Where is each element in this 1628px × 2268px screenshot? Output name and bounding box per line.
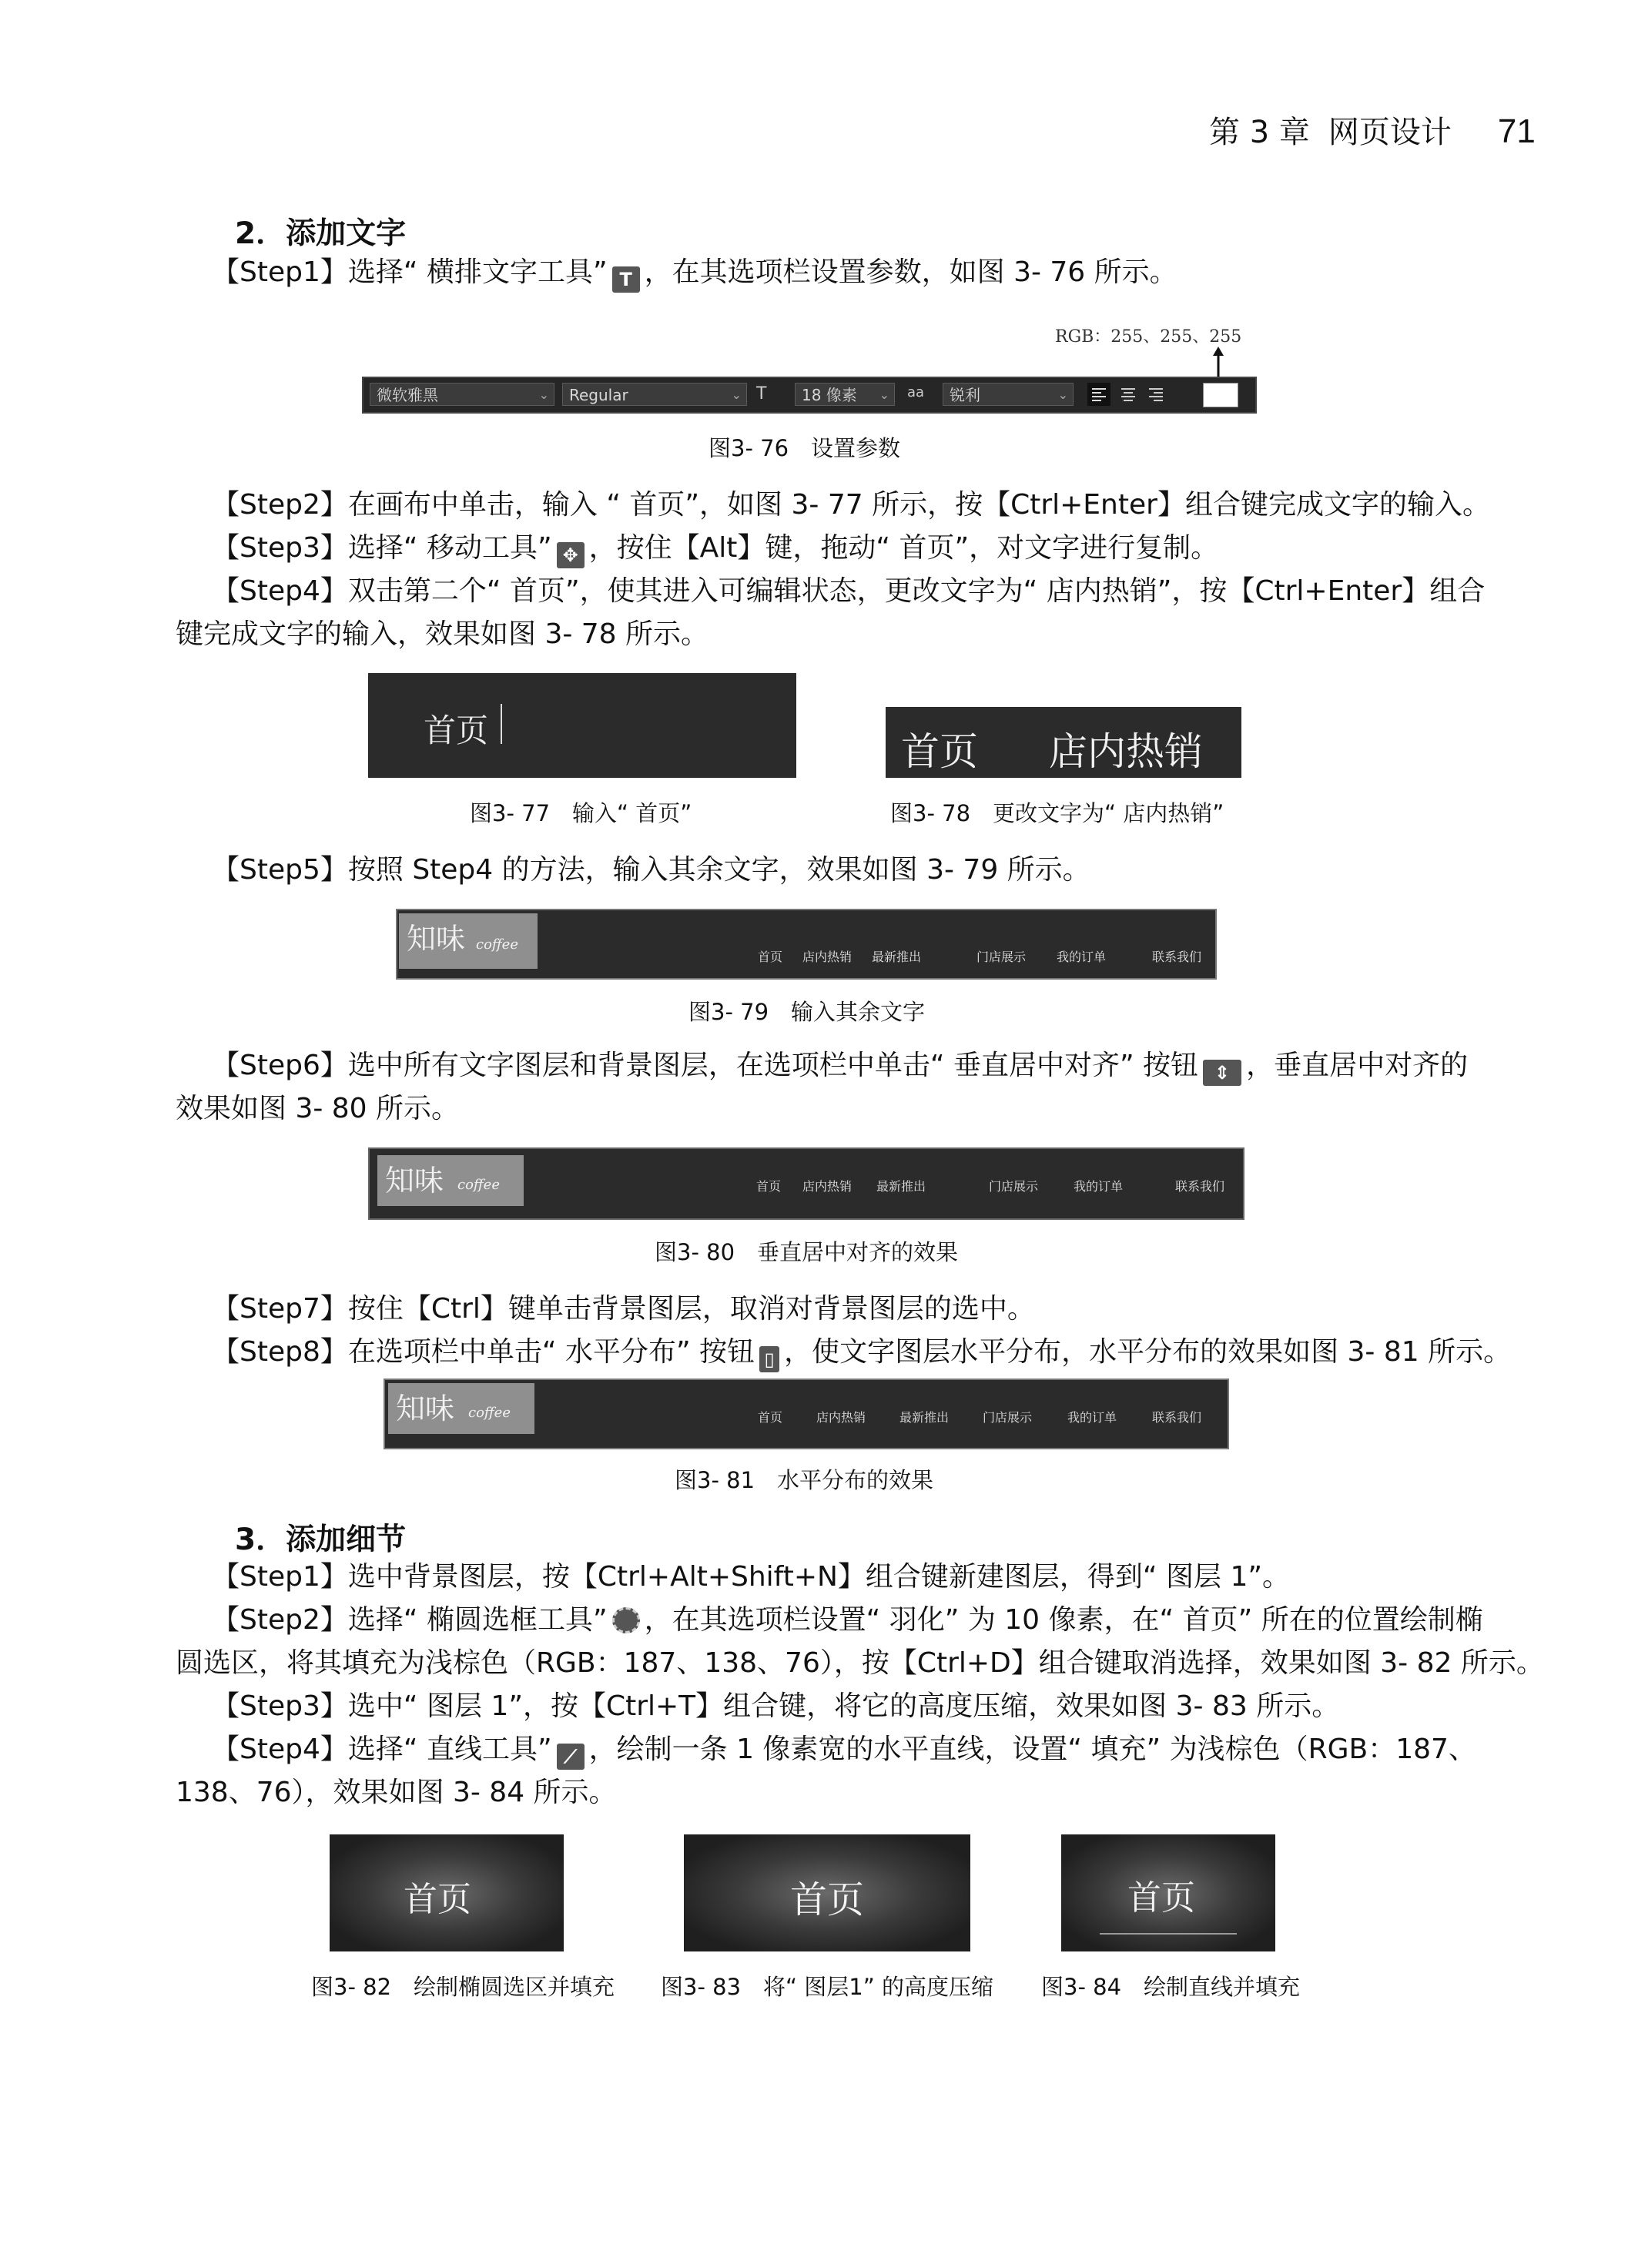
s3-step3-para: 【Step3】选中“ 图层 1”，按【Ctrl+T】组合键，将它的高度压缩，效果如图 3- 83 所示。 [212,1690,1340,1722]
nav-item: 首页 [756,1179,782,1194]
step1-rest: ，在其选项栏设置参数，如图 3- 76 所示。 [644,256,1177,288]
s3-step4-line1: 【Step4】选择“ 直线工具” ⟋ ，绘制一条 1 像素宽的水平直线，设置“ 填充” 为浅棕色（RGB：187、 [212,1728,1476,1771]
logo [399,913,538,969]
nav-item: 联系我们 [1175,1179,1225,1194]
s3-step2-line2: 圆选区，将其填充为浅棕色（RGB：187、138、76），按【Ctrl+D】组合键取消选择，效果如图 3- 82 所示。 [176,1647,1544,1679]
page-header [1209,108,1536,152]
s3-step2-line1: 【Step2】选择“ 椭圆选框工具” ，在其选项栏设置“ 羽化” 为 10 像素，在“ 首页” 所在的位置绘制椭 [212,1604,1483,1636]
chevron-down-icon: ⌄ [1057,387,1068,402]
figure-80 [368,1147,1244,1220]
caption-fig82: 图3- 82 绘制椭圆选区并填充 [311,1974,615,2000]
font-family-select[interactable]: 微软雅黑 ⌄ [370,383,554,406]
caption-fig79: 图3- 79 输入其余文字 [688,999,926,1025]
align-right-button[interactable] [1144,383,1167,406]
nav-item: 最新推出 [876,1179,926,1194]
font-size-icon: T [756,384,767,404]
step7-para: 【Step7】按住【Ctrl】键单击背景图层，取消对背景图层的选中。 [212,1293,1035,1325]
figure-84 [1061,1834,1275,1951]
nav-item: 我的订单 [1067,1410,1117,1425]
nav-item: 联系我们 [1152,1410,1202,1425]
nav-item: 首页 [758,950,783,964]
fig78-text-a: 首页 [901,729,978,774]
logo-zh: 知味 [396,1392,455,1425]
distribute-horizontal-icon: ▯ [759,1346,779,1372]
step1-para [212,251,1177,294]
font-style-select[interactable]: Regular ⌄ [562,383,747,406]
logo [377,1155,524,1206]
step3-para: 【Step3】选择“ 移动工具” ✥ ，按住【Alt】键，拖动“ 首页”，对文字进行复制。 [212,527,1218,570]
s3-step4-line2: 138、76），效果如图 3- 84 所示。 [176,1777,617,1808]
logo-zh: 知味 [407,922,466,956]
move-tool-icon: ✥ [557,542,585,568]
step8-para: 【Step8】在选项栏中单击“ 水平分布” 按钮 ▯ ，使文字图层水平分布，水平分布的效果如图 3- 81 所示。 [212,1331,1511,1374]
step2-para: 【Step2】在画布中单击，输入 “ 首页”，如图 3- 77 所示，按【Ctrl+Enter】组合键完成文字的输入。 [212,489,1490,521]
chevron-down-icon: ⌄ [538,387,549,402]
step4-line1: 【Step4】双击第二个“ 首页”，使其进入可编辑状态，更改文字为“ 店内热销”，按【Ctrl+Enter】组合 [212,575,1486,607]
step4-line2: 键完成文字的输入，效果如图 3- 78 所示。 [176,618,709,650]
chapter-label: 第 3 章 [1209,115,1310,150]
nav-item: 门店展示 [976,950,1027,964]
chevron-down-icon: ⌄ [731,387,742,402]
fig82-text: 首页 [404,1880,471,1919]
caption-fig76: 图3- 76 设置参数 [708,435,901,461]
step1-text: 【Step1】选择“ 横排文字工具” [212,256,608,288]
step6-line1: 【Step6】选中所有文字图层和背景图层，在选项栏中单击“ 垂直居中对齐” 按钮 ⇕ ，垂直居中对齐的 [212,1044,1468,1087]
fig78-text-b: 店内热销 [1049,729,1203,774]
nav-item: 我的订单 [1074,1179,1124,1194]
nav-item: 门店展示 [983,1410,1033,1425]
font-size-select[interactable]: 18 像素 ⌄ [795,383,895,406]
horizontal-line [1100,1933,1237,1935]
nav-item: 首页 [758,1410,783,1425]
step5-para: 【Step5】按照 Step4 的方法，输入其余文字，效果如图 3- 79 所示。 [212,854,1090,886]
text-color-swatch[interactable] [1203,383,1238,407]
caption-fig78: 图3- 78 更改文字为“ 店内热销” [890,800,1224,826]
logo-en: coffee [457,1177,500,1193]
nav-item: 最新推出 [872,950,922,964]
nav-item: 店内热销 [816,1410,866,1425]
antialias-icon: aa [907,384,925,400]
fig83-text: 首页 [790,1878,865,1921]
logo-en: coffee [468,1405,511,1421]
fig77-text: 首页 [424,712,489,749]
align-center-button[interactable] [1117,383,1140,406]
caption-fig84: 图3- 84 绘制直线并填充 [1041,1974,1301,2000]
figure-79 [396,909,1217,980]
rgb-label: RGB：255、255、255 [1055,327,1242,347]
section-heading-2: 2．添加文字 [235,216,407,251]
step6-line2: 效果如图 3- 80 所示。 [176,1093,460,1124]
nav-item: 我的订单 [1057,950,1107,964]
caption-fig77: 图3- 77 输入“ 首页” [470,800,692,826]
arrow-up-icon [1211,347,1226,379]
nav-item: 联系我们 [1152,950,1202,964]
figure-83 [684,1834,970,1951]
section-heading-3: 3．添加细节 [235,1523,407,1557]
caption-fig80: 图3- 80 垂直居中对齐的效果 [655,1239,959,1265]
align-left-button[interactable] [1087,383,1110,406]
text-cursor [501,704,502,744]
antialias-select[interactable]: 锐利 ⌄ [943,383,1074,406]
nav-item: 店内热销 [802,1179,853,1194]
section-label: 网页设计 [1328,115,1452,150]
nav-item: 最新推出 [899,1410,950,1425]
logo [388,1383,534,1434]
figure-82 [330,1834,564,1951]
text-tool-icon: T [612,266,640,293]
figure-81 [384,1379,1229,1449]
fig84-text: 首页 [1127,1878,1195,1918]
chevron-down-icon: ⌄ [879,387,889,402]
s3-step1-para: 【Step1】选中背景图层，按【Ctrl+Alt+Shift+N】组合键新建图层，得到“ 图层 1”。 [212,1561,1291,1593]
caption-fig83: 图3- 83 将“ 图层1” 的高度压缩 [661,1974,993,2000]
line-tool-icon: ⟋ [557,1744,585,1770]
align-vcenter-icon: ⇕ [1203,1060,1241,1086]
logo-en: coffee [476,936,518,953]
caption-fig81: 图3- 81 水平分布的效果 [675,1467,934,1493]
nav-item: 门店展示 [989,1179,1039,1194]
logo-zh: 知味 [385,1164,444,1198]
text-options-toolbar [362,377,1257,414]
figure-77 [368,673,796,778]
ellipse-marquee-icon [612,1607,640,1633]
page-number: 71 [1497,112,1536,150]
figure-78 [886,707,1241,778]
nav-item: 店内热销 [802,950,853,964]
